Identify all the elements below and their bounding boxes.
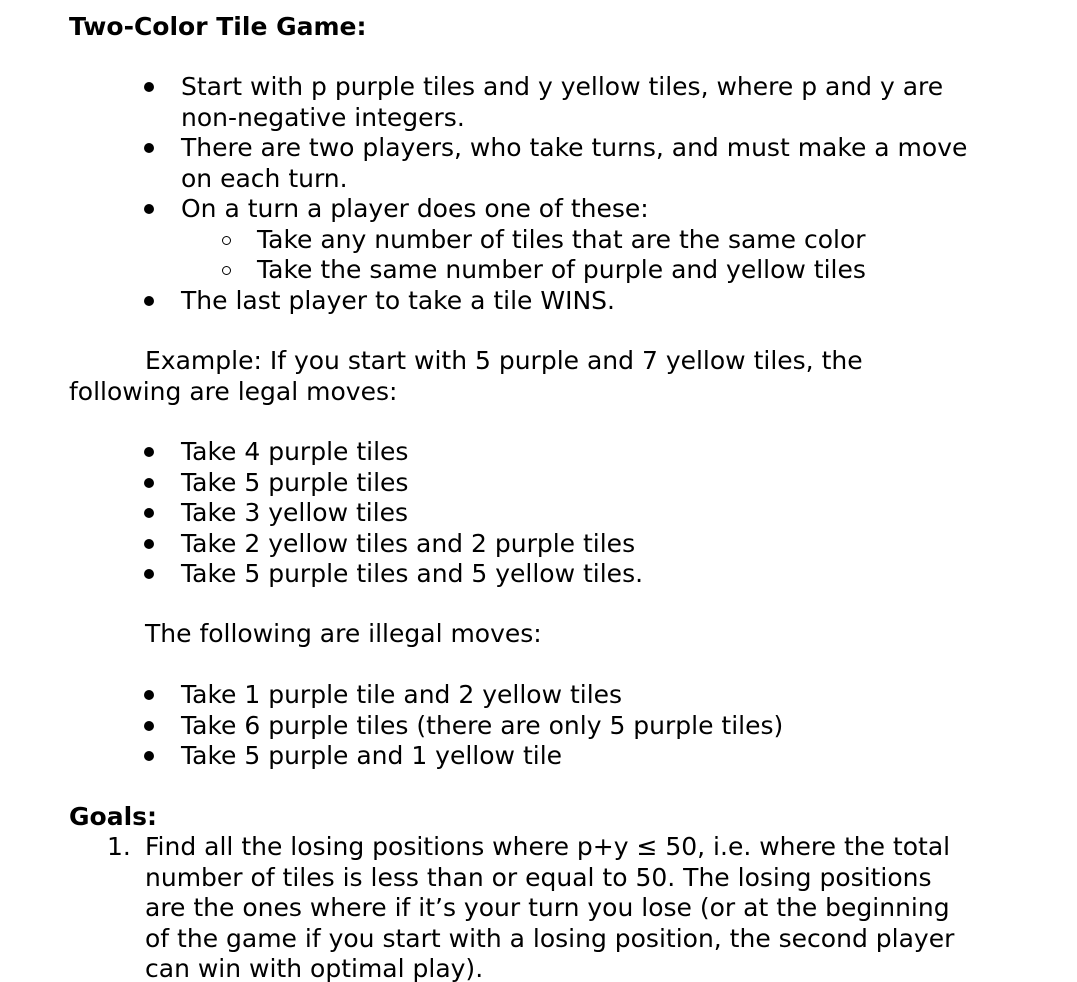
rule-item bbox=[0, 194, 1077, 225]
example-paragraph: Example: If you start with 5 purple and 7 yellow tiles, the following are legal moves: bbox=[69, 346, 863, 406]
legal-move-item bbox=[0, 468, 643, 499]
bullet-icon bbox=[144, 751, 154, 761]
goal-item bbox=[0, 832, 975, 982]
hollow-bullet-icon bbox=[222, 266, 231, 275]
bullet-icon bbox=[144, 204, 154, 214]
illegal-moves-list bbox=[0, 680, 783, 772]
legal-moves-list bbox=[0, 437, 643, 590]
bullet-icon bbox=[144, 539, 154, 549]
legal-move-text: Take 5 purple tiles bbox=[181, 467, 409, 497]
goal-number: 1. bbox=[107, 832, 131, 861]
legal-move-item bbox=[0, 498, 643, 529]
page-title: Two-Color Tile Game: bbox=[69, 12, 367, 41]
bullet-icon bbox=[144, 143, 154, 153]
illegal-move-text: Take 1 purple tile and 2 yellow tiles bbox=[181, 680, 623, 709]
goal-text: Find all the losing positions where p+y ≤ 50, i.e. where the total number of tiles is less than or equal to 50. The losing positions are the ones where if it’s your turn you lose (or at the beginning of the game if you start with a losing position, the second player can win with optimal play). bbox=[145, 832, 955, 982]
bullet-icon bbox=[144, 508, 154, 518]
goals-heading: Goals: bbox=[69, 802, 158, 831]
legal-move-item bbox=[0, 559, 643, 590]
illegal-move-item bbox=[0, 711, 783, 742]
legal-move-item bbox=[0, 529, 643, 560]
legal-move-text: Take 2 yellow tiles and 2 purple tiles bbox=[181, 528, 636, 558]
rule-subitem bbox=[0, 255, 1077, 286]
goals-list bbox=[0, 832, 975, 982]
rule-item bbox=[0, 72, 1077, 133]
rule-subitem-text: Take any number of tiles that are the same color bbox=[257, 224, 866, 254]
bullet-icon bbox=[144, 82, 154, 92]
rule-item bbox=[0, 286, 1077, 317]
rule-text: Start with p purple tiles and y yellow tiles, where p and y are non-negative integers. bbox=[181, 72, 944, 132]
rule-text: The last player to take a tile WINS. bbox=[181, 285, 615, 315]
bullet-icon bbox=[144, 569, 154, 579]
bullet-icon bbox=[144, 447, 154, 457]
illegal-moves-heading: The following are illegal moves: bbox=[145, 619, 542, 648]
bullet-icon bbox=[144, 478, 154, 488]
legal-move-item bbox=[0, 437, 643, 468]
illegal-move-item bbox=[0, 741, 783, 772]
rule-subitem bbox=[0, 225, 1077, 256]
rule-text: On a turn a player does one of these: bbox=[181, 194, 649, 223]
legal-move-text: Take 4 purple tiles bbox=[181, 437, 409, 466]
rule-item bbox=[0, 133, 1077, 194]
legal-move-text: Take 5 purple tiles and 5 yellow tiles. bbox=[181, 559, 644, 588]
rule-subitem-text: Take the same number of purple and yellow tiles bbox=[257, 255, 866, 284]
rules-list bbox=[0, 72, 1077, 316]
illegal-move-item bbox=[0, 680, 783, 711]
legal-move-text: Take 3 yellow tiles bbox=[181, 498, 409, 527]
hollow-bullet-icon bbox=[222, 236, 231, 245]
bullet-icon bbox=[144, 296, 154, 306]
bullet-icon bbox=[144, 690, 154, 700]
bullet-icon bbox=[144, 721, 154, 731]
rule-text: There are two players, who take turns, and must make a move on each turn. bbox=[181, 133, 968, 193]
illegal-move-text: Take 6 purple tiles (there are only 5 purple tiles) bbox=[181, 710, 784, 740]
illegal-move-text: Take 5 purple and 1 yellow tile bbox=[181, 741, 563, 770]
